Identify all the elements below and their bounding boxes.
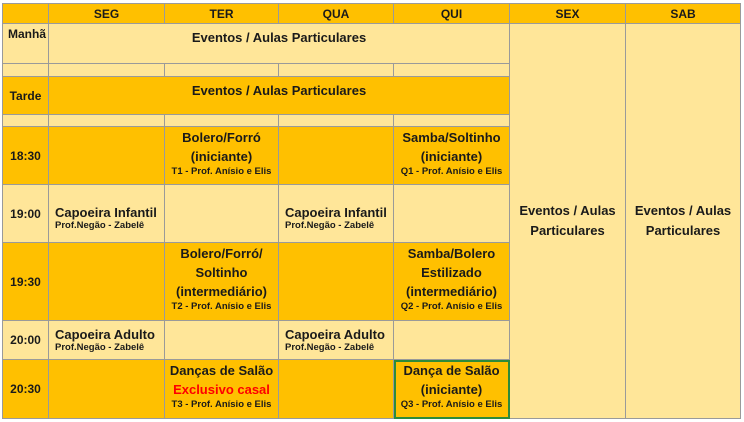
header-row xyxy=(3,4,741,24)
spacer-cell[interactable] xyxy=(394,64,510,77)
spacer-cell[interactable] xyxy=(394,115,510,127)
spacer-cell[interactable] xyxy=(165,115,279,127)
cell-2000-seg[interactable] xyxy=(49,321,165,360)
sex-events-line1: Eventos / Aulas xyxy=(519,203,616,218)
cell-1900-seg[interactable] xyxy=(49,185,165,243)
cell-1930-ter[interactable] xyxy=(165,243,279,321)
row-manha xyxy=(3,24,741,64)
class-level-line: (iniciante) xyxy=(420,149,483,164)
class-level-line: (intermediário) xyxy=(175,284,267,299)
class-teacher: T2 - Prof. Anísio e Elis xyxy=(171,301,272,312)
class-title-line: Estilizado xyxy=(421,265,482,280)
cell-2000-ter[interactable] xyxy=(165,321,279,360)
cell-2000-qua[interactable] xyxy=(279,321,394,360)
cell-1900-qui[interactable] xyxy=(394,185,510,243)
header-qui[interactable]: QUI xyxy=(394,4,510,24)
class-title: Capoeira Adulto xyxy=(55,327,155,342)
cell-2030-qua[interactable] xyxy=(279,360,394,419)
class-highlight-note: Exclusivo casal xyxy=(173,382,270,397)
sab-events-line2: Particulares xyxy=(645,223,721,238)
cell-1930-seg[interactable] xyxy=(49,243,165,321)
spacer-cell[interactable] xyxy=(279,64,394,77)
class-teacher: Prof.Negão - Zabelê xyxy=(55,220,145,231)
cell-1900-ter[interactable] xyxy=(165,185,279,243)
class-teacher: Prof.Negão - Zabelê xyxy=(285,220,375,231)
class-level-line: (iniciante) xyxy=(190,149,253,164)
class-level-line: (intermediário) xyxy=(405,284,497,299)
cell-1930-qui[interactable] xyxy=(394,243,510,321)
class-title: Capoeira Adulto xyxy=(285,327,385,342)
cell-2000-qui[interactable] xyxy=(394,321,510,360)
tarde-events-cell[interactable] xyxy=(49,77,510,115)
class-teacher: T1 - Prof. Anísio e Elis xyxy=(171,166,272,177)
cell-1830-qua[interactable] xyxy=(279,127,394,185)
spacer-cell[interactable] xyxy=(3,115,49,127)
label-manha[interactable]: Manhã xyxy=(3,24,49,64)
class-teacher: Prof.Negão - Zabelê xyxy=(285,342,375,353)
cell-2030-ter[interactable] xyxy=(165,360,279,419)
cell-1930-qua[interactable] xyxy=(279,243,394,321)
spacer-cell[interactable] xyxy=(165,64,279,77)
class-title-line: Danças de Salão xyxy=(169,363,274,378)
class-title: Capoeira Infantil xyxy=(55,205,157,220)
header-qua[interactable]: QUA xyxy=(279,4,394,24)
sab-events-cell[interactable] xyxy=(626,24,741,419)
label-1900[interactable]: 19:00 xyxy=(3,185,49,243)
label-1930[interactable]: 19:30 xyxy=(3,243,49,321)
class-title-line: Samba/Bolero xyxy=(407,246,496,261)
class-title-line: Soltinho xyxy=(195,265,248,280)
cell-1830-seg[interactable] xyxy=(49,127,165,185)
sab-events-line1: Eventos / Aulas xyxy=(634,203,732,218)
spacer-cell[interactable] xyxy=(3,64,49,77)
spacer-cell[interactable] xyxy=(49,64,165,77)
tarde-events-text: Eventos / Aulas Particulares xyxy=(191,83,367,98)
spacer-cell[interactable] xyxy=(279,115,394,127)
schedule-grid xyxy=(2,3,741,419)
cell-1830-qui[interactable] xyxy=(394,127,510,185)
manha-events-text: Eventos / Aulas Particulares xyxy=(191,30,367,45)
cell-1900-qua[interactable] xyxy=(279,185,394,243)
class-teacher: T3 - Prof. Anísio e Elis xyxy=(171,399,272,410)
label-2000[interactable]: 20:00 xyxy=(3,321,49,360)
class-teacher: Q3 - Prof. Anísio e Elis xyxy=(400,399,503,410)
class-title-line: Bolero/Forró/ xyxy=(180,246,263,261)
header-sex[interactable]: SEX xyxy=(510,4,626,24)
header-corner-cell[interactable] xyxy=(3,4,49,24)
cell-2030-qui-selected[interactable] xyxy=(394,360,510,419)
cell-1830-ter[interactable] xyxy=(165,127,279,185)
class-teacher: Prof.Negão - Zabelê xyxy=(55,342,145,353)
header-sab[interactable]: SAB xyxy=(626,4,741,24)
class-title-line: Bolero/Forró xyxy=(182,130,261,145)
sex-events-cell[interactable] xyxy=(510,24,626,419)
header-ter[interactable]: TER xyxy=(165,4,279,24)
class-title-line: Dança de Salão xyxy=(403,363,500,378)
cell-2030-seg[interactable] xyxy=(49,360,165,419)
class-teacher: Q2 - Prof. Anísio e Elis xyxy=(400,301,503,312)
class-title-line: Samba/Soltinho xyxy=(402,130,501,145)
manha-events-cell[interactable] xyxy=(49,24,510,64)
class-level-line: (iniciante) xyxy=(420,382,483,397)
label-2030[interactable]: 20:30 xyxy=(3,360,49,419)
class-title: Capoeira Infantil xyxy=(285,205,387,220)
spacer-cell[interactable] xyxy=(49,115,165,127)
label-1830[interactable]: 18:30 xyxy=(3,127,49,185)
header-seg[interactable]: SEG xyxy=(49,4,165,24)
sex-events-line2: Particulares xyxy=(530,223,605,238)
label-tarde[interactable]: Tarde xyxy=(3,77,49,115)
class-teacher: Q1 - Prof. Anísio e Elis xyxy=(400,166,503,177)
